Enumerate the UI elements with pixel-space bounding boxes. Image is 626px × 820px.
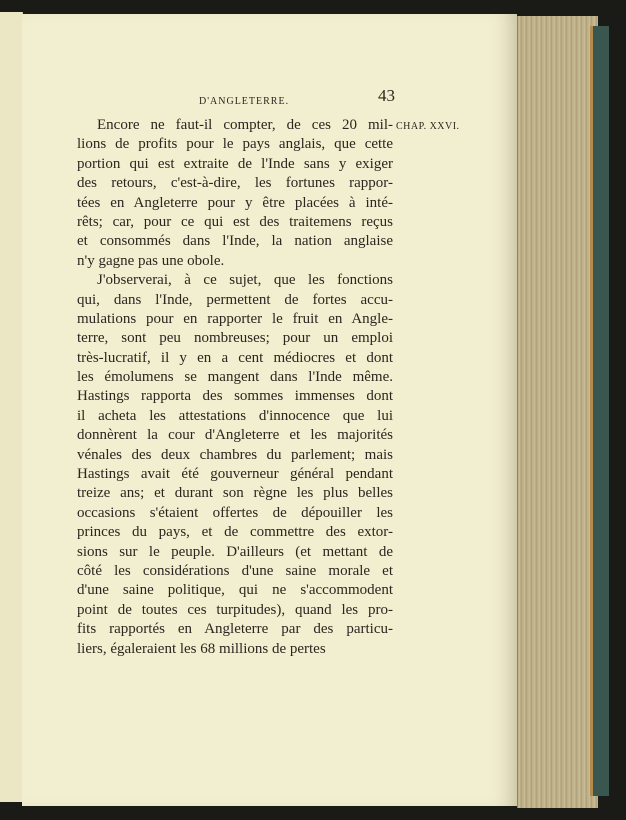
text-line: point de toutes ces turpitudes), quand les pro-: [77, 601, 393, 618]
text-line: côté les considérations d'une saine morale et: [77, 562, 393, 579]
text-line: très-lucratif, il y en a cent médiocres et dont: [77, 349, 393, 366]
text-line: J'observerai, à ce sujet, que les fonctions: [97, 272, 393, 289]
facing-page-edge: [0, 12, 23, 802]
text-line: fits rapportés en Angleterre par des particu-: [77, 621, 393, 638]
text-line: occasions s'étaient offertes de dépouiller les: [77, 504, 393, 521]
page-number: 43: [378, 86, 395, 105]
text-line: vénales des deux chambres du parlement; mais: [77, 446, 393, 463]
text-line: lions de profits pour le pays anglais, que cette: [77, 136, 393, 153]
text-line: Hastings rapporta des sommes immenses dont: [77, 388, 393, 405]
text-line: mulations pour en rapporter le fruit en Angle-: [77, 310, 393, 327]
text-line: qui, dans l'Inde, permettent de fortes accu-: [77, 291, 393, 308]
page-header: [96, 86, 395, 112]
text-line: il acheta les attestations d'innocence que lui: [77, 407, 393, 424]
text-line: tées en Angleterre pour y être placées à inté-: [77, 194, 393, 211]
text-line: n'y gagne pas une obole.: [77, 252, 225, 269]
chapter-margin-note: CHAP. XXVI.: [396, 121, 460, 132]
running-title: D'ANGLETERRE.: [199, 96, 290, 107]
text-line: et consommés dans l'Inde, la nation anglaise: [77, 233, 393, 250]
text-line: terre, sont peu nombreuses; pour un emploi: [77, 330, 393, 347]
text-line: donnèrent la cour d'Angleterre et les majorités: [77, 427, 393, 444]
body-text: [77, 116, 393, 659]
text-line: Hastings avait été gouverneur général pendant: [77, 466, 393, 483]
text-line: princes du pays, et de commettre des extor-: [77, 524, 393, 541]
text-line: Encore ne faut-il compter, de ces 20 mil-: [97, 117, 393, 133]
text-line: des retours, c'est-à-dire, les fortunes rappor-: [77, 175, 393, 192]
page-edges: [517, 16, 598, 808]
text-line: liers, égaleraient les 68 millions de pertes: [77, 640, 326, 657]
book-cover-edge: [590, 26, 609, 796]
text-line: sions sur le peuple. D'ailleurs (et mettant de: [77, 543, 393, 560]
text-line: portion qui est extraite de l'Inde sans y exiger: [77, 155, 393, 172]
text-line: treize ans; et durant son règne les plus belles: [77, 485, 393, 502]
text-line: d'une saine politique, qui ne s'accommodent: [77, 582, 393, 599]
text-line: rêts; car, pour ce qui est des traitemens reçus: [77, 213, 393, 230]
text-line: les émolumens se mangent dans l'Inde même.: [77, 369, 393, 386]
